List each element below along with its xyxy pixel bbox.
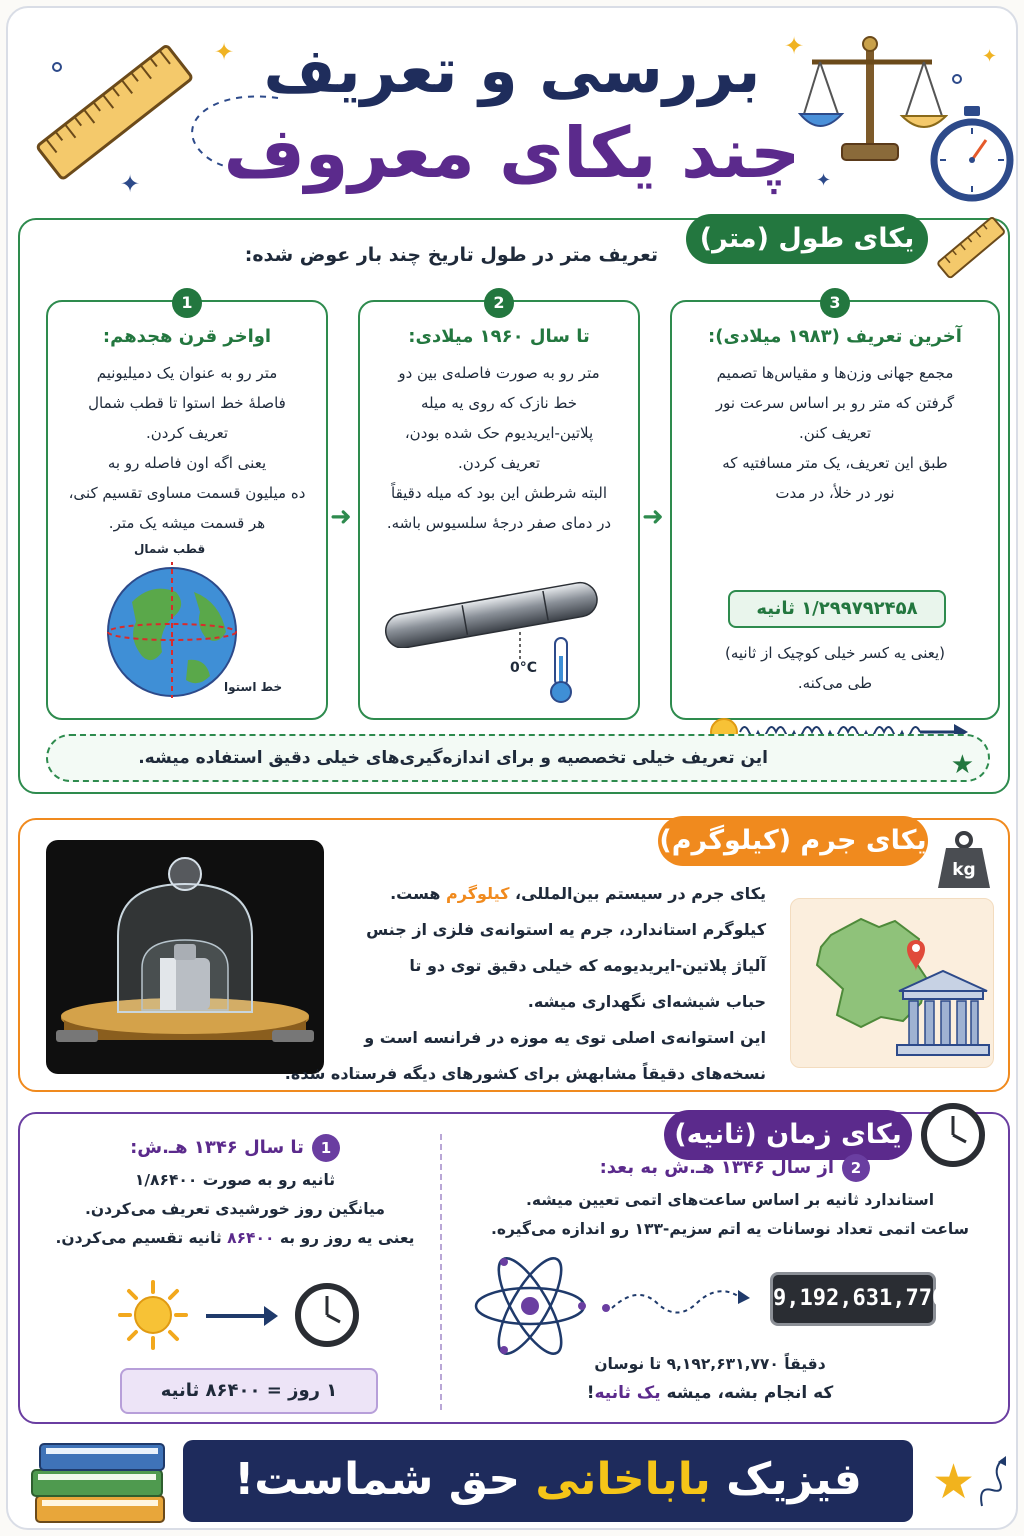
bell-jar-illustration — [46, 840, 324, 1074]
card-line: گرفتن که متر رو بر اساس سرعت نور — [715, 394, 955, 412]
cesium-oscillation-counter: 9,192,631,770 — [770, 1272, 936, 1326]
step-number-badge: 1 — [172, 288, 202, 318]
thermometer-icon — [546, 636, 576, 706]
loop-arrow-decoration — [976, 1456, 1012, 1512]
globe-icon — [102, 562, 242, 702]
kg-weight-icon — [936, 830, 992, 890]
time-definition-atomic — [460, 1154, 1000, 1244]
temperature-label: 0°C — [510, 660, 538, 676]
mass-line — [336, 876, 766, 912]
atom-icon — [470, 1254, 590, 1358]
infographic-page — [6, 6, 1018, 1530]
card-title: اواخر قرن هجدهم: — [102, 326, 272, 347]
sub-title — [460, 1154, 1000, 1182]
time-line — [520, 1379, 900, 1408]
sun-icon — [118, 1280, 188, 1350]
section-divider — [440, 1134, 442, 1410]
light-travel-time-box: ۱/۲۹۹۷۹۲۴۵۸ ثانیه — [728, 590, 946, 628]
length-note-box: این تعریف خیلی تخصصیه و برای اندازه‌گیری‌های خیلی دقیق استفاده میشه. — [46, 734, 990, 782]
day-seconds-formula: ۱ روز = ۸۶۴۰۰ ثانیه — [120, 1368, 378, 1414]
step-number-badge: 2 — [484, 288, 514, 318]
card-line: (یعنی یه کسر خیلی کوچیک از ثانیه) — [724, 644, 946, 662]
sparkle-icon: ✦ — [816, 170, 832, 191]
card-line: متر رو به عنوان یک دمیلیونیم — [96, 364, 278, 382]
north-pole-label: قطب شمال — [134, 542, 206, 556]
mass-section-tag: یکای جرم (کیلوگرم) — [658, 816, 928, 866]
length-intro-text: تعریف متر در طول تاریخ چند بار عوض شده: — [244, 244, 658, 266]
star-icon: ★ — [950, 750, 974, 780]
kilogram-prototype-image — [46, 840, 324, 1074]
time-unit-section — [18, 1112, 1010, 1424]
equator-label: خط استوا — [224, 680, 283, 694]
card-line: طبق این تعریف، یک متر مسافتیه که — [722, 454, 948, 472]
card-line: ده میلیون قسمت مساوی تقسیم کنی، — [68, 484, 306, 502]
card-body — [58, 358, 316, 538]
sparkle-icon: ✦ — [982, 46, 998, 67]
card-title: آخرین تعریف (۱۹۸۳ میلادی): — [708, 326, 962, 347]
sparkle-icon: ✦ — [784, 32, 805, 60]
kilogram-highlight: کیلوگرم — [446, 884, 510, 903]
length-definition-card-2 — [358, 293, 640, 720]
mass-description — [284, 876, 766, 1092]
card-after-text — [682, 638, 988, 698]
sub-title — [40, 1134, 430, 1162]
one-second-highlight: یک ثانیه — [594, 1383, 661, 1403]
time-line: میانگین روز خورشیدی تعریف می‌کردن. — [85, 1200, 385, 1218]
time-line: استاندارد ثانیه بر اساس ساعت‌های اتمی تعیین میشه. — [525, 1191, 935, 1209]
card-body — [370, 358, 628, 538]
card-line: مجمع جهانی وزن‌ها و مقیاس‌ها تصمیم — [716, 364, 954, 382]
length-section-tag: یکای طول (متر) — [686, 214, 928, 264]
france-museum-illustration — [790, 898, 994, 1068]
time-line-text: یعنی یه روز رو به — [274, 1229, 415, 1247]
step-number-badge: 1 — [312, 1134, 340, 1162]
length-definition-card-1 — [46, 293, 328, 720]
footer-text: فیزیک — [710, 1454, 862, 1505]
card-line: طی می‌کنه. — [797, 674, 873, 692]
mass-line: حباب شیشه‌ای نگهداری میشه. — [527, 992, 766, 1011]
card-line: پلاتین-ایریدیوم حک شده بودن، — [404, 424, 594, 442]
arrow-right-icon: ➜ — [642, 502, 664, 532]
time-definition-old — [40, 1134, 430, 1401]
time-line: ثانیه رو به صورت ۱/۸۶۴۰۰ — [134, 1171, 336, 1189]
card-line: تعریف کردن. — [145, 424, 229, 442]
time-line-text: ! — [586, 1383, 595, 1403]
books-stack-icon — [26, 1432, 176, 1528]
time-atomic-conclusion — [520, 1350, 900, 1408]
time-line — [40, 1224, 430, 1253]
card-line: تعریف کردن. — [457, 454, 541, 472]
card-line: البته شرطش این بود که میله دقیقاً — [391, 484, 607, 502]
card-line: نور در خلأ، در مدت — [775, 484, 895, 502]
arrow-right-icon — [204, 1304, 280, 1328]
card-line: فاصلهٔ خط استوا تا قطب شمال — [88, 394, 286, 412]
time-line-text: ثانیه تقسیم می‌کردن. — [55, 1229, 228, 1247]
page-title-line2: چند یکای معروف — [223, 112, 801, 194]
step-number-badge: 2 — [842, 1154, 870, 1182]
mass-unit-section — [18, 818, 1010, 1092]
step-number-badge: 3 — [820, 288, 850, 318]
clock-icon — [294, 1282, 360, 1348]
mass-line: این استوانه‌ی اصلی توی یه موزه در فرانسه است و — [364, 1028, 766, 1047]
card-body — [682, 358, 988, 508]
time-line-text: که انجام بشه، میشه — [660, 1383, 834, 1403]
sub-title-text: تا سال ۱۳۴۶ هـ.ش: — [130, 1137, 304, 1158]
ruler-icon — [936, 214, 1006, 284]
length-definition-card-3 — [670, 293, 1000, 720]
footer-brand-highlight: باباخانی — [535, 1454, 711, 1505]
card-line: متر رو به صورت فاصله‌ی بین دو — [398, 364, 600, 382]
oscillation-path-icon — [598, 1274, 758, 1324]
card-line: یعنی اگه اون فاصله رو به — [107, 454, 267, 472]
card-line: هر قسمت میشه یک متر. — [108, 514, 266, 532]
seconds-count-highlight: ۸۶۴۰۰ — [227, 1229, 275, 1247]
card-line: خط نازک که روی یه میله — [421, 394, 577, 412]
page-title-line1: بررسی و تعریف — [263, 34, 761, 107]
arrow-right-icon: ➜ — [330, 502, 352, 532]
time-atomic-body — [460, 1186, 1000, 1244]
mass-line-text: هست. — [390, 884, 447, 903]
mass-line: کیلوگرم استاندارد، جرم یه استوانه‌ی فلزی از جنس — [366, 920, 766, 939]
mass-line: نسخه‌های دقیقاً مشابهش برای کشورهای دیگه فرستاده شده. — [284, 1064, 766, 1083]
mass-line: آلیاژ پلاتین-ایریدیومه که خیلی دقیق توی دو تا — [409, 956, 766, 975]
time-section-tag: یکای زمان (ثانیه) — [664, 1110, 912, 1160]
footer-text: حق شماست! — [234, 1454, 536, 1505]
length-unit-section — [18, 218, 1010, 794]
time-line: دقیقاً ۹,۱۹۲,۶۳۱,۷۷۰ تا نوسان — [594, 1355, 826, 1373]
time-line: ساعت اتمی تعداد نوسانات یه اتم سزیم-۱۳۳ رو اندازه می‌گیره. — [491, 1220, 969, 1238]
time-old-body — [40, 1166, 430, 1253]
kg-label: kg — [952, 860, 976, 880]
sparkle-icon: ✦ — [214, 38, 235, 66]
card-line: در دمای صفر درجهٔ سلسیوس باشه. — [386, 514, 612, 532]
sparkle-icon: ✦ — [120, 170, 141, 198]
dashed-pointer-line — [518, 632, 522, 662]
star-icon: ★ — [932, 1454, 976, 1510]
france-map-icon — [791, 899, 995, 1069]
stopwatch-icon — [926, 104, 1018, 204]
mass-line-text: یکای جرم در سیستم بین‌المللی، — [509, 884, 766, 903]
card-title: تا سال ۱۹۶۰ میلادی: — [408, 326, 590, 347]
sub-title-text: از سال ۱۳۴۶ هـ.ش به بعد: — [599, 1157, 834, 1178]
card-line: تعریف کنن. — [798, 424, 871, 442]
footer-banner — [183, 1440, 913, 1522]
